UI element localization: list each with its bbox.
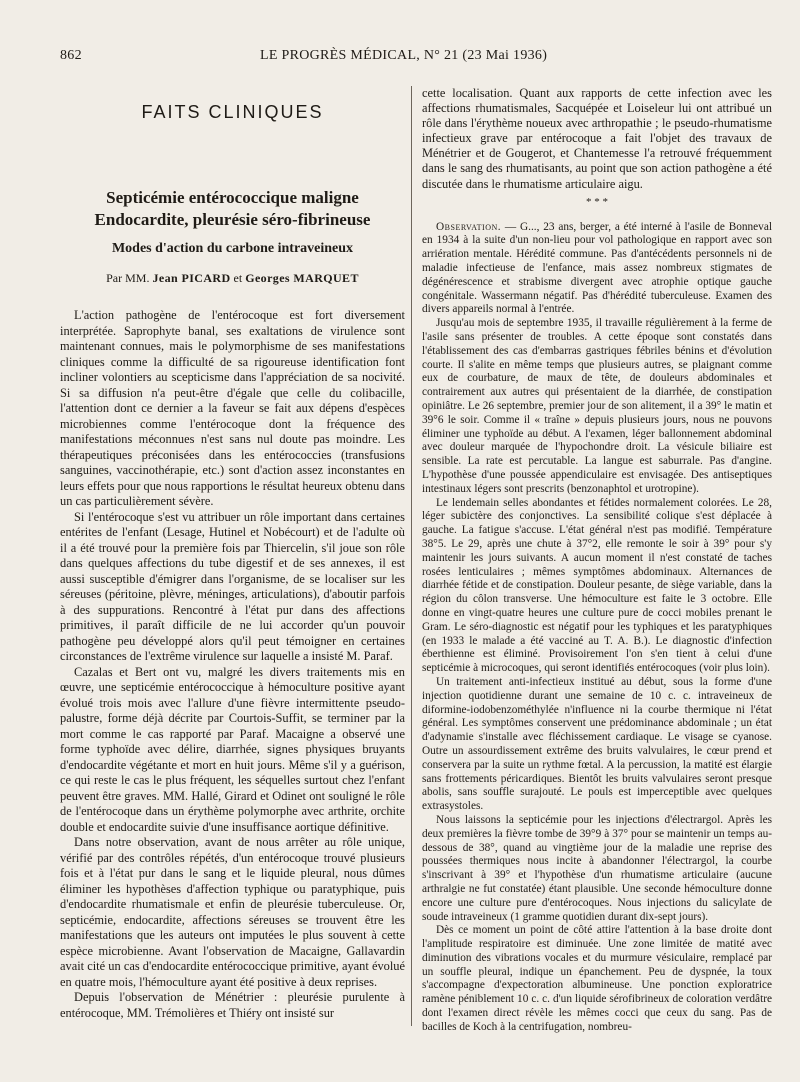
section-heading: FAITS CLINIQUES: [141, 102, 324, 122]
left-column: [60, 86, 405, 1021]
section-separator: * * *: [586, 195, 608, 208]
paragraph: Jusqu'au mois de septembre 1935, il travaille régulièrement à la ferme de l'asile sans présenter de troubles. A cette époque sont constatés dans l'établissement des cas d'embarras gastriques fébriles bénins et d'évolution courte. Il s'alite en même temps que plusieurs autres, se plaignant comme eux de courbature, de maux de tête, de douleurs abdominales et contrairement aux autres qui présentaient de la diarrhée, de constipation opiniâtre. Le 26 septembre, premier jour de son alitement, il a 39° le matin et 39°6 le soir. Comme il « traîne » depuis plusieurs jours, nous ne pouvons éliminer une typhoïde au début. A l'examen, léger ballonnement abdominal avec douleur marquée de l'hypochondre droit. La vésicule biliaire est sensible. La rate est percutable. La langue est saburrale. Pas d'angine. L'hypothèse d'une poussée appendiculaire est envisagée. Des antiseptiques intestinaux légers sont prescrits (benzonaphtol et urotropine).: [422, 317, 772, 495]
observation-text: — G..., 23 ans, berger, a été interné à l'asile de Bonneval en 1934 à la suite d'un non-lieu pour vol pathologique en rapport avec son arriération mentale. Hérédité commune. Pas d'antécédents personnels ni de maladie infectieuse de l'enfance, mais assez nombreux stigmates de dégénérescence et strabisme divergent avec atrophie optique gauche congénitale. Wassermann négatif. Pas d'hérédité tuberculeuse. Examen des divers appareils normal à l'entrée.: [422, 220, 772, 316]
byline-prefix: Par MM.: [106, 271, 150, 285]
page-number: 862: [60, 48, 82, 63]
article-subtitle: Modes d'action du carbone intraveineux: [111, 241, 354, 256]
paragraph: Nous laissons la septicémie pour les injections d'électrargol. Après les deux premières la fièvre tombe de 39°9 à 37° pour se maintenir un temps au-dessous de 38°, quand au vingtième jour de la maladie une reprise des poussées thermiques nous incite à abandonner l'électrargol, la courbe s'inscrivant à 39° et l'hypothèse d'un rhumatisme articulaire (aucune arthralgie ne fut constatée) étant plausible. Une seconde hémoculture donne encore une culture pure d'entérocoques. Nous injections du salicylate de soude intraveineux (1 gramme quotidien durant dix-sept jours).: [422, 813, 772, 923]
left-body-text: [60, 308, 405, 1021]
observation-paragraph: [422, 221, 772, 318]
paragraph: Si l'entérocoque s'est vu attribuer un rôle important dans certaines entérites de l'enfant (Lesage, Hutinel et Nobécourt) et de l'adulte où il a été trouvé pour la première fois par Thiercelin, s'il joue son rôle dans quelques affections du tube digestif et de ses annexes, il est aussi susceptible d'émigrer dans l'organisme, de se localiser sur les séreuses (péritoine, plèvre, méninges, articulations), d'aboutir parfois à des suppurations. Rencontré à l'état pur dans des affections primitives, il paraît difficile de ne lui accorder qu'un pouvoir pathogène peu développé alors qu'il peut témoigner en certaines circonstances de l'extrême virulence sur laquelle a insisté M. Paraf.: [60, 509, 405, 663]
paragraph: Dès ce moment un point de côté attire l'attention à la base droite dont l'amplitude respiratoire est diminuée. Une zone limitée de matité avec diminution des vibrations vocales et du murmure vésiculaire, remplacé par un souffle pleural, indique un épanchement. Peu de dyspnée, la toux s'accompagne d'expectoration albumineuse. Une ponction exploratrice ramène péniblement 10 c. c. d'un liquide sérofibrineux de coloration verdâtre dont l'examen direct révèle les mêmes cocci que ceux du sang. Pas de bacilles de Koch à la centrifugation, nombreu-: [422, 924, 772, 1033]
author-name: Georges MARQUET: [245, 271, 359, 285]
column-divider: [411, 86, 412, 1026]
paragraph: Depuis l'observation de Ménétrier : pleurésie purulente à entérocoque, MM. Trémolières et Thiéry ont insisté sur: [60, 990, 405, 1020]
article-title-line-2: Endocardite, pleurésie séro-fibrineuse: [94, 210, 371, 229]
running-header: [60, 48, 750, 68]
article-title-line-1: Septicémie entérococcique maligne: [106, 188, 359, 207]
paragraph: Cazalas et Bert ont vu, malgré les divers traitements mis en œuvre, une septicémie entérococcique à hémoculture positive ayant évolué trois mois avec l'allure d'une fièvre intermittente pseudo-palustre, forme déjà décrite par Courtois-Suffit, se terminer par la mort comme le cas rapporté par Paraf. Macaigne a observé une forme typhoïde avec délire, diarrhée, signes physiques bruyants d'endocardite végétante et mort en huit jours. Même s'il y a guérison, ce qui reste le cas le plus fréquent, les séquelles surtout chez l'enfant peuvent être graves. MM. Hallé, Girard et Odinet ont souligné le rôle de l'entérocoque dans un érythème polymorphe avec arthrite, orchite double et endocardite suivie d'une insuffisance aortique définitive.: [60, 664, 405, 834]
observation-label: Observation.: [436, 220, 502, 233]
running-head-title: LE PROGRÈS MÉDICAL, N° 21 (23 Mai 1936): [260, 48, 548, 63]
paragraph: Un traitement anti-infectieux institué au début, sous la forme d'une injection quotidienne durant une semaine de 10 c. c. intraveineux de diformine-iodobenzométhylée n'influence ni la courbe thermique ni l'état général. Les symptômes conservent une prédominance abdominale ; un état d'adynamie s'installe avec fléchissement cardiaque. Le visage se cyanose. Outre un assourdissement extrême des bruits valvulaires, le cœur prend et conservera par la suite un rythme fœtal. A la percussion, la matité est élargie sans frottements péricardiques. Bientôt les bruits valvulaires seront presque abolis, sans souffle surajouté. Le pouls est imperceptible avec quelques extrasystoles.: [422, 675, 772, 813]
author-name: Jean PICARD: [152, 271, 231, 285]
paragraph: Dans notre observation, avant de nous arrêter au rôle unique, vérifié par des contrôles répétés, d'un entérocoque trouvé plusieurs fois et à l'état pur dans le sang et le liquide pleural, nous dûmes éliminer les hypothèses d'affection typhique ou paratyphique, puis d'endocardite rhumatismale et enfin de pleurésie tuberculeuse. Or, septicémie, endocardite, affections séreuses se trouvent être les manifestations que les auteurs ont imputées le plus souvent à cette espèce microbienne. Avant l'observation de Macaigne, Gallavardin avait cité un cas d'endocardite entérococcique primitive, ayant évolué en quatre mois, l'hémoculture ayant été positive à deux reprises.: [60, 835, 405, 989]
paragraph: Le lendemain selles abondantes et fétides normalement colorées. Le 28, léger subictère des conjonctives. La sensibilité colique s'est déplacée à gauche. La fatigue s'accuse. L'état général n'est pas modifié. Température 38°5. Le 29, après une chute à 37°2, elle remonte le soir à 39° pour s'y maintenir les jours suivants. A aucun moment il n'est constaté de taches rosées lenticulaires ; mêmes symptômes abdominaux. Alternances de diarrhée fétide et de constipation. Douleur pesante, de siège variable, dans la région du côlon transverse. Une hémoculture est faite le 3 octobre. Elle donne en vingt-quatre heures une culture pure de cocci mobiles prenant le Gram. Le séro-diagnostic est négatif pour les typhiques et les paratyphiques (en 1933 le malade a été vacciné au T. A. B.). Le diagnostic d'infection éberthienne est éliminé. Provisoirement l'on s'en tient à celui d'une septicémie à microcoques, qui seront identifiés entérocoques (voir plus loin).: [422, 496, 772, 675]
paragraph-continued: cette localisation. Quant aux rapports de cette infection avec les affections rhumatismales, Sacquépée et Loiseleur lui ont attribué un rôle dans l'érythème noueux avec arthropathie ; le pseudo-rhumatisme infectieux grave par entérocoque a fait l'objet des travaux de Ménétrier et de Gougerot, et Chantemesse l'a retrouvé fréquemment dans le sang des rhumatisants, au point que son action pathogène a été discutée dans le rhumatisme articulaire aigu.: [422, 86, 772, 191]
paragraph: L'action pathogène de l'entérocoque est fort diversement interprétée. Saprophyte banal, ses exaltations de virulence sont maintenant connues, mais le polymorphisme de ses manifestations cliniques comme la difficulté de sa rigoureuse identification font incliner volontiers au scepticisme dans l'appréciation de sa nocivité. Si sa diffusion n'a peut-être d'égale que celle du colibacille, l'attention dont ce dernier a la faveur se fait aux dépens d'espèces microbiennes comme l'entérocoque dont la fréquence des manifestations méconnues n'est sans nul doute pas moindre. Les thérapeutiques préconisées dans les entérococcies (transfusions sanguines, vaccinothérapie, etc.) sont d'action assez inconstantes en leurs effets pour que nous rapportions le résultat heureux obtenu dans un cas particulièrement sévère.: [60, 308, 405, 508]
right-column: [422, 86, 772, 1035]
byline-conjunction: et: [233, 271, 243, 285]
article-title: [60, 187, 405, 231]
byline: [60, 271, 405, 286]
